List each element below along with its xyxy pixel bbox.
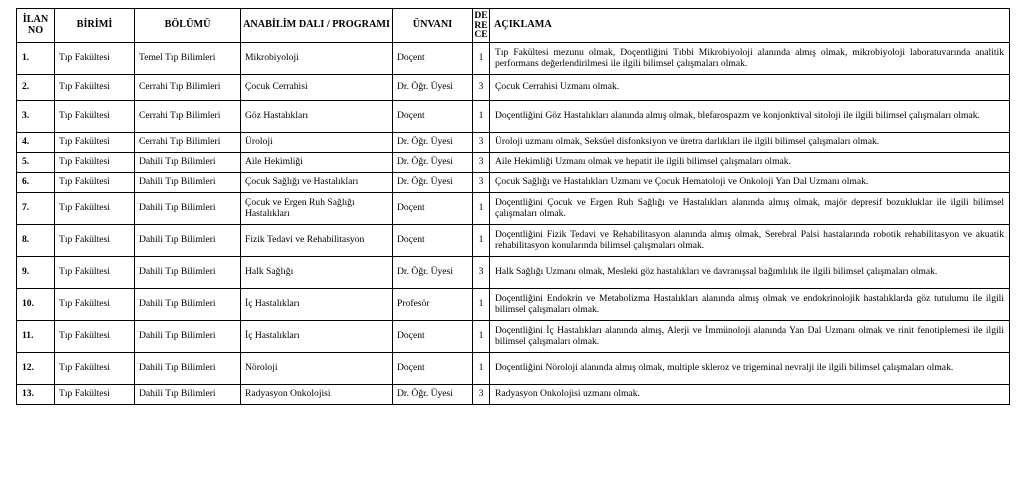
- aciklama-cell: Radyasyon Onkolojisi uzmanı olmak.: [490, 385, 1010, 405]
- table-row: [17, 225, 1010, 257]
- bolumu-cell: Dahili Tıp Bilimleri: [135, 173, 241, 193]
- anabilim-cell: Çocuk Cerrahisi: [241, 75, 393, 101]
- ilan-no-cell: 1.: [17, 43, 55, 75]
- table-row: [17, 193, 1010, 225]
- derece-cell: 1: [473, 43, 490, 75]
- ilan-no-cell: 5.: [17, 153, 55, 173]
- bolumu-cell: Dahili Tıp Bilimleri: [135, 321, 241, 353]
- table-header-row: [17, 9, 1010, 43]
- birimi-cell: Tıp Fakültesi: [55, 43, 135, 75]
- table-row: [17, 75, 1010, 101]
- table-row: [17, 173, 1010, 193]
- aciklama-cell: Doçentliğini Nöroloji alanında almış olmak, multiple skleroz ve trigeminal nevralji ile ilgili bilimsel çalışmaları olmak.: [490, 353, 1010, 385]
- header-aciklama: AÇIKLAMA: [490, 9, 1010, 43]
- birimi-cell: Tıp Fakültesi: [55, 289, 135, 321]
- aciklama-cell: Aile Hekimliği Uzmanı olmak ve hepatit ile ilgili bilimsel çalışmaları olmak.: [490, 153, 1010, 173]
- birimi-cell: Tıp Fakültesi: [55, 257, 135, 289]
- bolumu-cell: Dahili Tıp Bilimleri: [135, 289, 241, 321]
- bolumu-cell: Dahili Tıp Bilimleri: [135, 353, 241, 385]
- header-anabilim: ANABİLİM DALI / PROGRAMI: [241, 9, 393, 43]
- job-listing-table: [16, 8, 1010, 405]
- unvani-cell: Doçent: [393, 43, 473, 75]
- anabilim-cell: Üroloji: [241, 133, 393, 153]
- anabilim-cell: Radyasyon Onkolojisi: [241, 385, 393, 405]
- table-row: [17, 153, 1010, 173]
- birimi-cell: Tıp Fakültesi: [55, 225, 135, 257]
- table-row: [17, 321, 1010, 353]
- anabilim-cell: Mikrobiyoloji: [241, 43, 393, 75]
- aciklama-cell: Çocuk Cerrahisi Uzmanı olmak.: [490, 75, 1010, 101]
- unvani-cell: Dr. Öğr. Üyesi: [393, 75, 473, 101]
- unvani-cell: Dr. Öğr. Üyesi: [393, 153, 473, 173]
- bolumu-cell: Cerrahi Tıp Bilimleri: [135, 75, 241, 101]
- unvani-cell: Dr. Öğr. Üyesi: [393, 173, 473, 193]
- birimi-cell: Tıp Fakültesi: [55, 321, 135, 353]
- derece-cell: 3: [473, 385, 490, 405]
- ilan-no-cell: 11.: [17, 321, 55, 353]
- derece-cell: 1: [473, 193, 490, 225]
- header-bolumu: BÖLÜMÜ: [135, 9, 241, 43]
- ilan-no-cell: 7.: [17, 193, 55, 225]
- aciklama-cell: Tıp Fakültesi mezunu olmak, Doçentliğini Tıbbi Mikrobiyoloji alanında almış olmak, mikrobiyoloji laboratuvarında analitik performans değerlendirilmesi ile ilgili bilimsel çalışmaları olmak.: [490, 43, 1010, 75]
- birimi-cell: Tıp Fakültesi: [55, 173, 135, 193]
- ilan-no-cell: 9.: [17, 257, 55, 289]
- anabilim-cell: Aile Hekimliği: [241, 153, 393, 173]
- anabilim-cell: İç Hastalıkları: [241, 289, 393, 321]
- birimi-cell: Tıp Fakültesi: [55, 193, 135, 225]
- anabilim-cell: Göz Hastalıkları: [241, 101, 393, 133]
- bolumu-cell: Dahili Tıp Bilimleri: [135, 257, 241, 289]
- derece-cell: 1: [473, 321, 490, 353]
- unvani-cell: Doçent: [393, 225, 473, 257]
- table-row: [17, 133, 1010, 153]
- bolumu-cell: Dahili Tıp Bilimleri: [135, 225, 241, 257]
- aciklama-cell: Çocuk Sağlığı ve Hastalıkları Uzmanı ve Çocuk Hematoloji ve Onkoloji Yan Dal Uzmanı olmak.: [490, 173, 1010, 193]
- birimi-cell: Tıp Fakültesi: [55, 101, 135, 133]
- anabilim-cell: İç Hastalıkları: [241, 321, 393, 353]
- birimi-cell: Tıp Fakültesi: [55, 353, 135, 385]
- bolumu-cell: Dahili Tıp Bilimleri: [135, 193, 241, 225]
- anabilim-cell: Halk Sağlığı: [241, 257, 393, 289]
- ilan-no-cell: 6.: [17, 173, 55, 193]
- unvani-cell: Profesör: [393, 289, 473, 321]
- header-derece: DE RE CE: [473, 9, 490, 43]
- ilan-no-cell: 3.: [17, 101, 55, 133]
- aciklama-cell: Doçentliğini Çocuk ve Ergen Ruh Sağlığı ve Hastalıkları alanında almış olmak, majör depresif bozukluklar ile ilgili bilimsel çalışmaları olmak.: [490, 193, 1010, 225]
- aciklama-cell: Doçentliğini İç Hastalıkları alanında almış, Alerji ve İmmünoloji alanında Yan Dal Uzmanı olmak ve rinit fenotiplemesi ile ilgili bilimsel çalışmaları olmak.: [490, 321, 1010, 353]
- birimi-cell: Tıp Fakültesi: [55, 133, 135, 153]
- unvani-cell: Dr. Öğr. Üyesi: [393, 133, 473, 153]
- page: [16, 8, 1010, 405]
- ilan-no-cell: 2.: [17, 75, 55, 101]
- aciklama-cell: Üroloji uzmanı olmak, Seksüel disfonksiyon ve üretra darlıkları ile ilgili bilimsel çalışmaları olmak.: [490, 133, 1010, 153]
- header-ilan-no: İLAN NO: [17, 9, 55, 43]
- derece-cell: 1: [473, 289, 490, 321]
- unvani-cell: Doçent: [393, 353, 473, 385]
- unvani-cell: Doçent: [393, 193, 473, 225]
- bolumu-cell: Temel Tıp Bilimleri: [135, 43, 241, 75]
- bolumu-cell: Cerrahi Tıp Bilimleri: [135, 101, 241, 133]
- derece-cell: 3: [473, 75, 490, 101]
- table-row: [17, 257, 1010, 289]
- birimi-cell: Tıp Fakültesi: [55, 75, 135, 101]
- table-row: [17, 101, 1010, 133]
- aciklama-cell: Doçentliğini Göz Hastalıkları alanında almış olmak, blefarospazm ve konjonktival sitoloji ile ilgili bilimsel çalışmaları olmak.: [490, 101, 1010, 133]
- aciklama-cell: Halk Sağlığı Uzmanı olmak, Mesleki göz hastalıkları ve davranışsal bağımlılık ile ilgili bilimsel çalışmaları olmak.: [490, 257, 1010, 289]
- derece-cell: 3: [473, 257, 490, 289]
- bolumu-cell: Dahili Tıp Bilimleri: [135, 385, 241, 405]
- unvani-cell: Doçent: [393, 321, 473, 353]
- unvani-cell: Doçent: [393, 101, 473, 133]
- derece-cell: 1: [473, 353, 490, 385]
- ilan-no-cell: 13.: [17, 385, 55, 405]
- table-row: [17, 43, 1010, 75]
- header-birimi: BİRİMİ: [55, 9, 135, 43]
- anabilim-cell: Fizik Tedavi ve Rehabilitasyon: [241, 225, 393, 257]
- ilan-no-cell: 8.: [17, 225, 55, 257]
- derece-cell: 3: [473, 173, 490, 193]
- aciklama-cell: Doçentliğini Endokrin ve Metabolizma Hastalıkları alanında almış olmak ve endokrinolojik hastalıklarda göz tutulumu ile ilgili bilimsel çalışmaları olmak.: [490, 289, 1010, 321]
- table-row: [17, 353, 1010, 385]
- ilan-no-cell: 4.: [17, 133, 55, 153]
- derece-cell: 1: [473, 225, 490, 257]
- ilan-no-cell: 12.: [17, 353, 55, 385]
- aciklama-cell: Doçentliğini Fizik Tedavi ve Rehabilitasyon alanında almış olmak, Serebral Palsi hastalarında robotik rehabilitasyon ve akuatik rehabilitasyon konularında bilimsel çalışmaları olmak.: [490, 225, 1010, 257]
- derece-cell: 1: [473, 101, 490, 133]
- unvani-cell: Dr. Öğr. Üyesi: [393, 257, 473, 289]
- table-row: [17, 289, 1010, 321]
- birimi-cell: Tıp Fakültesi: [55, 385, 135, 405]
- birimi-cell: Tıp Fakültesi: [55, 153, 135, 173]
- bolumu-cell: Dahili Tıp Bilimleri: [135, 153, 241, 173]
- table-row: [17, 385, 1010, 405]
- bolumu-cell: Cerrahi Tıp Bilimleri: [135, 133, 241, 153]
- derece-cell: 3: [473, 153, 490, 173]
- ilan-no-cell: 10.: [17, 289, 55, 321]
- anabilim-cell: Çocuk Sağlığı ve Hastalıkları: [241, 173, 393, 193]
- anabilim-cell: Çocuk ve Ergen Ruh Sağlığı Hastalıkları: [241, 193, 393, 225]
- derece-cell: 3: [473, 133, 490, 153]
- header-unvani: ÜNVANI: [393, 9, 473, 43]
- anabilim-cell: Nöroloji: [241, 353, 393, 385]
- unvani-cell: Dr. Öğr. Üyesi: [393, 385, 473, 405]
